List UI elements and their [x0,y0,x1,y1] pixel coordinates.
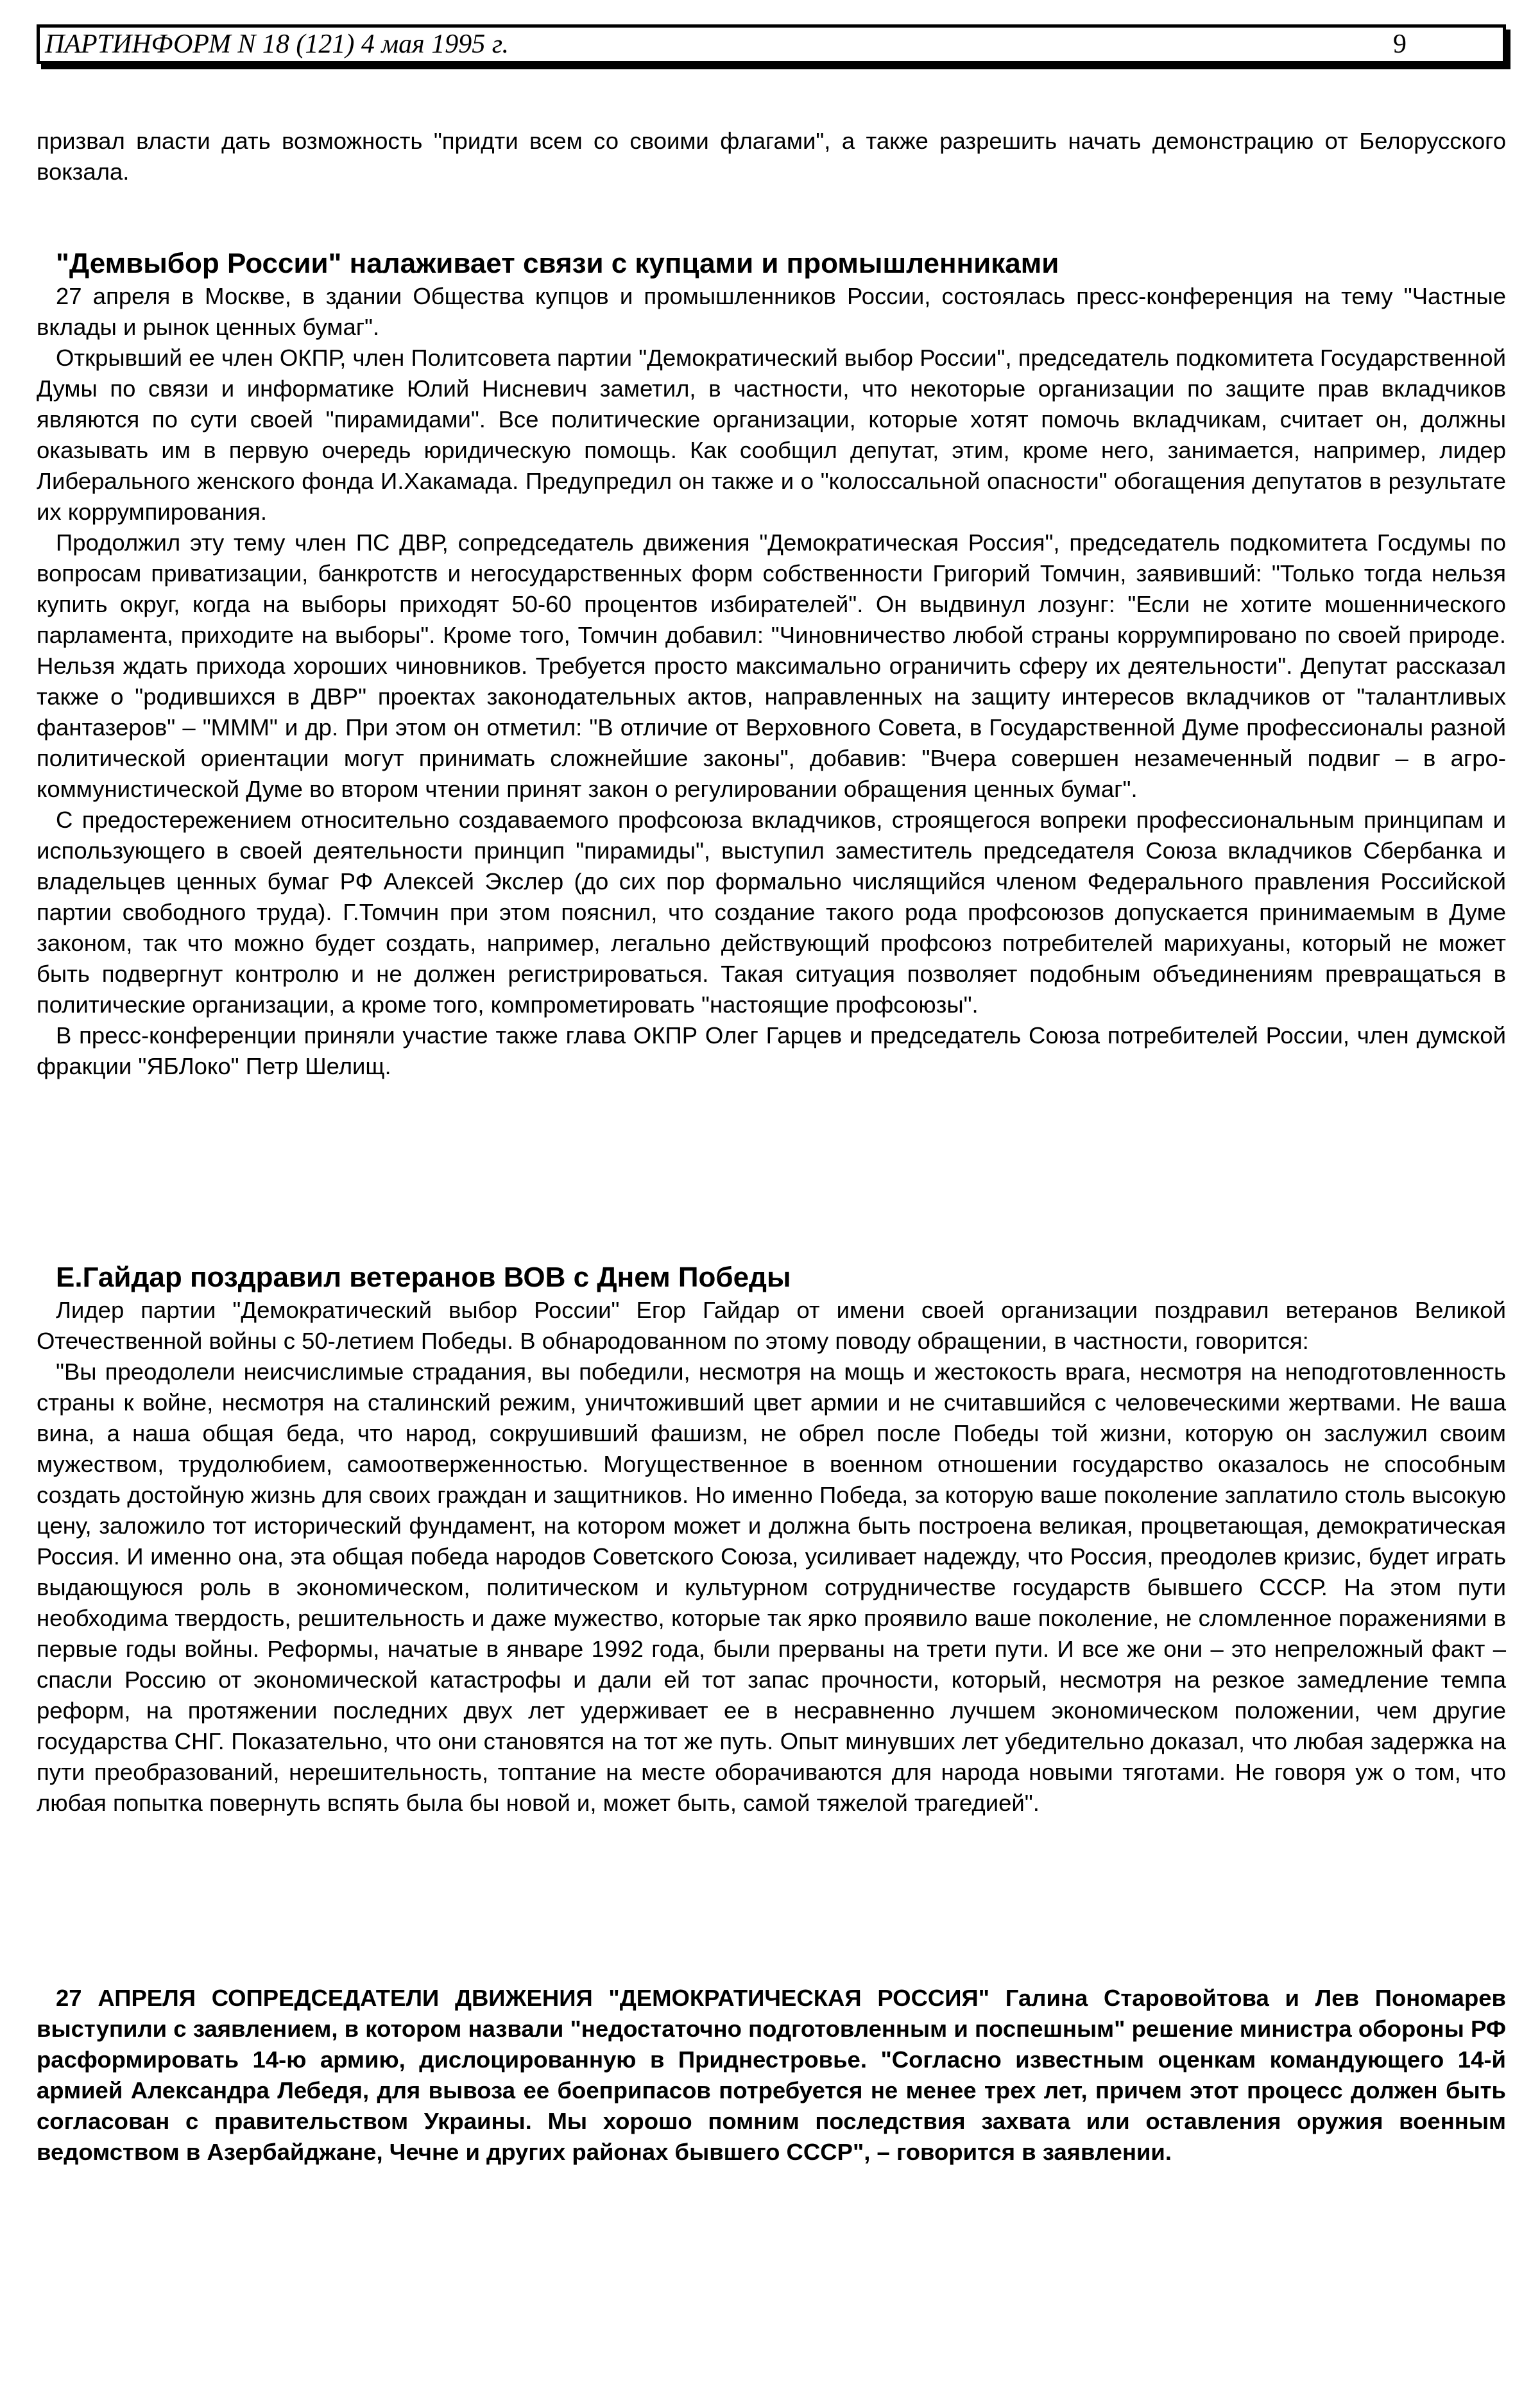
publication-title: ПАРТИНФОРМ N 18 (121) 4 мая 1995 г. [45,30,509,59]
intro-section [37,126,1506,187]
article-title: "Демвыбор России" налаживает связи с купцами и промышленниками [56,248,1059,279]
article-paragraph: Продолжил эту тему член ПС ДВР, сопредседатель движения "Демократическая Россия", председатель подкомитета Госдумы по вопросам приватизации, банкротств и негосударственных форм собственности Григорий Томчин, заявивший: "Только тогда нельзя купить округ, когда на выборы приходят 50-60 процентов избирателей". Он выдвинул лозунг: "Если не хотите мошеннического парламента, приходите на выборы". Кроме того, Томчин добавил: "Чиновничество любой страны коррумпировано по своей природе. Нельзя ждать прихода хороших чиновников. Требуется просто максимально ограничить сферу их деятельности". Депутат рассказал также о "родившихся в ДВР" проектах законодательных актов, направленных на защиту интересов вкладчиков от "талантливых фантазеров" – "МММ" и др. При этом он отметил: "В отличие от Верховного Совета, в Государственной Думе профессионалы разной политической ориентации могут принимать сложнейшие законы", добавив: "Вчера совершен незамеченный подвиг – в агро-коммунистической Думе во втором чтении принят закон о регулировании обращения ценных бумаг". [37,529,1506,802]
bulletin-block [37,1983,1506,2168]
article-gaidar [37,1260,1506,1819]
article-paragraph: С предостережением относительно создаваемого профсоюза вкладчиков, строящегося вопреки профессиональным принципам и использующего в своей деятельности принцип "пирамиды", выступил заместитель председателя Союза вкладчиков Сбербанка и владельцев ценных бумаг РФ Алексей Экслер (до сих пор формально числящийся членом Федерального правления Российской партии свободного труда). Г.Томчин при этом пояснил, что создание такого рода профсоюзов допускается принимаемым в Думе законом, так что можно будет создать, например, легально действующий профсоюз потребителей марихуаны, который не может быть подвергнут контролю и не должен регистрироваться. Такая ситуация позволяет подобным объединениям превращаться в политические организации, а кроме того, компрометировать "настоящие профсоюзы". [37,807,1506,1018]
article-title: Е.Гайдар поздравил ветеранов ВОВ с Днем Победы [56,1262,791,1293]
newspaper-page [37,24,1506,2165]
article-paragraph: "Вы преодолели неисчислимые страдания, вы победили, несмотря на мощь и жестокость врага, несмотря на неподготовленность страны к войне, несмотря на сталинский режим, уничтоживший цвет армии и не считавшийся с человеческими жертвами. Не ваша вина, а наша общая беда, что народ, сокрушивший фашизм, не обрел после Победы той жизни, которую он заслужил своим мужеством, трудолюбием, самоотверженностью. Могущественное в военном отношении государство оказалось не способным создать достойную жизнь для своих граждан и защитников. Но именно Победа, за которую ваше поколение заплатило столь высокую цену, заложило тот исторический фундамент, на котором может и должна быть построена великая, процветающая, демократическая Россия. И именно она, эта общая победа народов Советского Союза, усиливает надежду, что Россия, преодолев кризис, будет играть выдающуюся роль в экономическом, политическом и культурном сотрудничестве государств бывшего СССР. На этом пути необходима твердость, решительность и даже мужество, которые так ярко проявило ваше поколение, не сломленное поражениями в первые годы войны. Реформы, начатые в январе 1992 года, были прерваны на трети пути. И все же они – это непреложный факт – спасли Россию от экономической катастрофы и дали ей тот запас прочности, который, несмотря на резкое замедление темпа реформ, на протяжении последних двух лет удерживает ее в несравненно лучшем экономическом положении, чем другие государства СНГ. Показательно, что они становятся на тот же путь. Опыт минувших лет убедительно доказал, что любая задержка на пути преобразований, нерешительность, топтание на месте оборачиваются для народа новыми тяготами. Не говоря уж о том, что любая попытка повернуть вспять была бы новой и, может быть, самой тяжелой трагедией". [37,1358,1506,1816]
article-paragraph: В пресс-конференции приняли участие также глава ОКПР Олег Гарцев и председатель Союза потребителей России, член думской фракции "ЯБЛоко" Петр Шелищ. [37,1022,1506,1079]
article-paragraph: 27 апреля в Москве, в здании Общества купцов и промышленников России, состоялась пресс-конференция на тему "Частные вклады и рынок ценных бумаг". [37,283,1506,340]
page-header [37,24,1506,64]
article-demvybor [37,246,1506,1082]
intro-paragraph: призвал власти дать возможность "придти всем со своими флагами", а также разрешить начать демонстрацию от Белорусского вокзала. [37,128,1506,185]
article-paragraph: Открывший ее член ОКПР, член Политсовета партии "Демократический выбор России", председатель подкомитета Государственной Думы по связи и информатике Юлий Нисневич заметил, в частности, что некоторые организации по защите прав вкладчиков являются по сути своей "пирамидами". Все политические организации, которые хотят помочь вкладчикам, считает он, должны оказывать им в первую очередь юридическую помощь. Как сообщил депутат, этим, кроме него, занимается, например, лидер Либерального женского фонда И.Хакамада. Предупредил он также и о "колоссальной опасности" обогащения депутатов в результате их коррумпирования. [37,345,1506,525]
page-number: 9 [1393,30,1407,59]
article-paragraph: Лидер партии "Демократический выбор России" Егор Гайдар от имени своей организации поздравил ветеранов Великой Отечественной войны с 50-летием Победы. В обнародованном по этому поводу обращении, в частности, говорится: [37,1297,1506,1354]
bulletin-paragraph: 27 АПРЕЛЯ СОПРЕДСЕДАТЕЛИ ДВИЖЕНИЯ "ДЕМОКРАТИЧЕСКАЯ РОССИЯ" Галина Старовойтова и Лев Пономарев выступили с заявлением, в котором назвали "недостаточно подготовленным и поспешным" решение министра обороны РФ расформировать 14-ю армию, дислоцированную в Приднестровье. "Согласно известным оценкам командующего 14-й армией Александра Лебедя, для вывоза ее боеприпасов потребуется не менее трех лет, причем этот процесс должен быть согласован с правительством Украины. Мы хорошо помним последствия захвата или оставления оружия военным ведомством в Азербайджане, Чечне и других районах бывшего СССР", – говорится в заявлении. [37,1985,1506,2165]
